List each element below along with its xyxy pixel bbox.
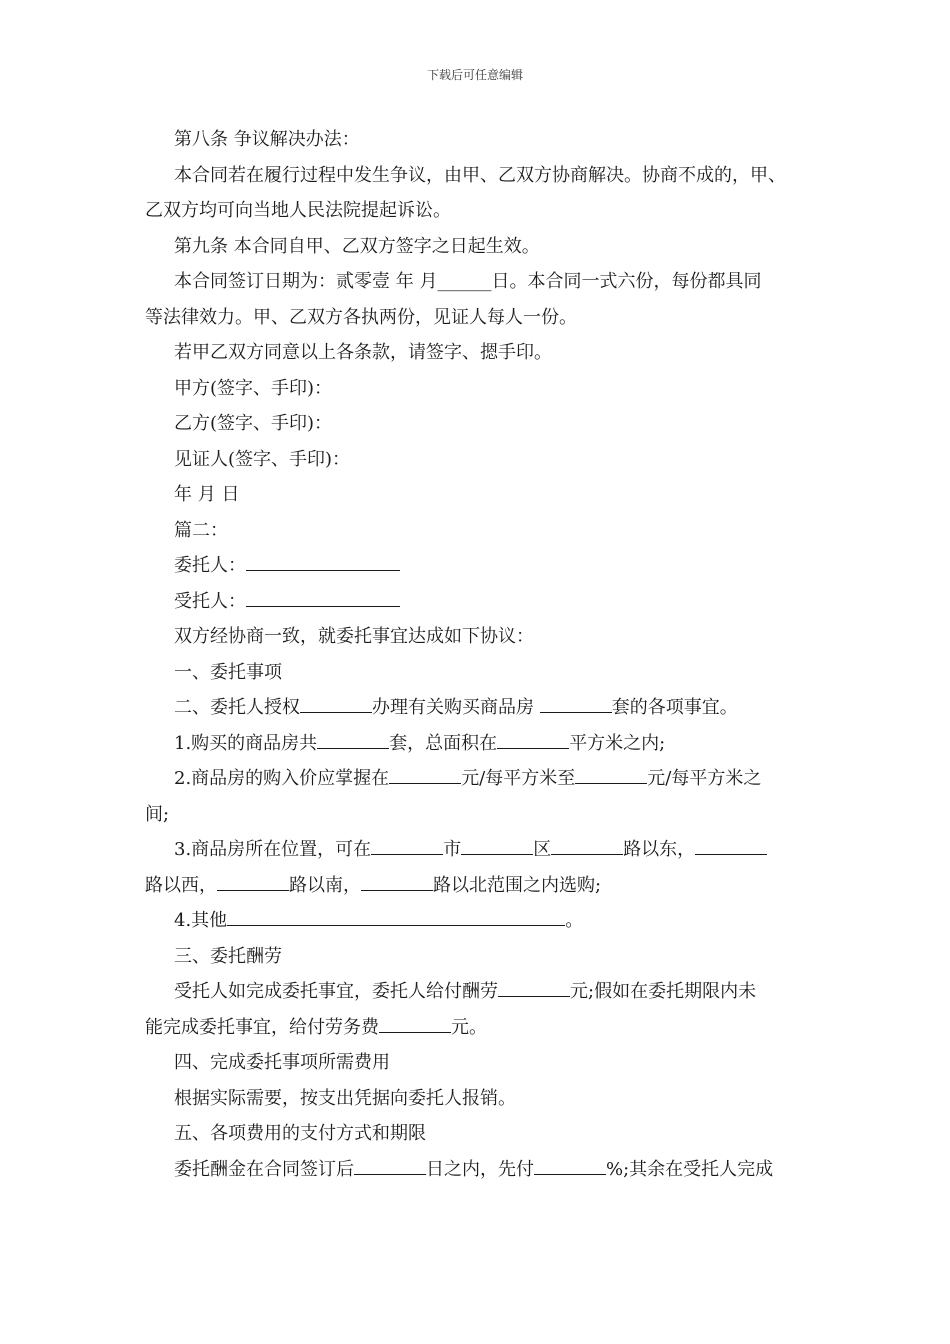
fill-blank: [300, 696, 372, 713]
text-segment: 套，总面积在: [389, 732, 498, 754]
text-segment: 委托酬金在合同签订后: [174, 1158, 354, 1180]
clause-line: [145, 832, 815, 868]
clause-line: [145, 761, 815, 797]
text-segment: 元;假如在委托期限内未: [570, 981, 757, 1002]
text-segment: 区: [533, 839, 552, 860]
fill-blank: [551, 838, 623, 855]
clause-heading: 一、委托事项: [174, 661, 282, 683]
text-segment: 元/每平方米之: [647, 768, 762, 789]
agent-label: 受托人：: [174, 590, 246, 612]
principal-blank: [246, 554, 400, 571]
fill-blank: [695, 838, 767, 855]
fill-blank: [317, 732, 389, 749]
fill-blank: [361, 874, 433, 891]
clause-heading: 五、各项费用的支付方式和期限: [174, 1123, 426, 1144]
text-segment: 受托人如完成委托事宜，委托人给付酬劳: [174, 981, 498, 1002]
paragraph-line: 等法律效力。甲、乙双方各执两份，见证人每人一份。: [145, 306, 577, 328]
paragraph-line: 根据实际需要，按支出凭据向委托人报销。: [174, 1087, 516, 1109]
paragraph-line: 间;: [145, 803, 170, 825]
fill-blank: [354, 1158, 426, 1175]
principal-label: 委托人：: [174, 555, 246, 576]
party-a-signature: 甲方(签字、手印)：: [174, 377, 333, 399]
fill-blank: [461, 838, 533, 855]
text-segment: 平方米之内;: [569, 732, 666, 754]
text-segment: 日之内，先付: [426, 1158, 534, 1180]
text-segment: 办理有关购买商品房: [372, 697, 534, 718]
text-segment: 1.购买的商品房共: [174, 732, 318, 754]
principal-line: [145, 548, 815, 584]
page-header-note: 下载后可任意编辑: [426, 68, 523, 82]
text-segment: 路以南，: [289, 874, 361, 896]
text-segment: 能完成委托事宜，给付劳务费: [145, 1016, 379, 1038]
section-title: 篇二：: [174, 519, 228, 541]
party-b-signature: 乙方(签字、手印)：: [174, 413, 333, 434]
paragraph-line: 本合同若在履行过程中发生争议，由甲、乙双方协商解决。协商不成的，甲、: [174, 164, 786, 186]
fill-blank: [371, 838, 443, 855]
paragraph-line: 乙双方均可向当地人民法院提起诉讼。: [145, 200, 451, 221]
agent-line: [145, 584, 815, 620]
clause-line: [145, 903, 815, 939]
text-segment: 市: [443, 839, 462, 860]
fill-blank: [379, 1016, 451, 1033]
agent-blank: [246, 590, 400, 607]
text-segment: 2.商品房的购入价应掌握在: [174, 768, 390, 789]
fill-blank: [575, 767, 647, 784]
text-segment: 。: [565, 910, 584, 931]
text-segment: 元/每平方米至: [461, 768, 576, 789]
paragraph-line: 双方经协商一致，就委托事宜达成如下协议：: [174, 626, 534, 647]
text-segment: 路以东，: [623, 839, 696, 860]
clause-line: [145, 690, 815, 726]
fill-blank: [217, 874, 289, 891]
paragraph-line: 本合同签订日期为：贰零壹 年 月______日。本合同一式六份，每份都具同: [174, 271, 762, 292]
text-segment: 元。: [451, 1016, 487, 1038]
text-segment: 路以北范围之内选购;: [433, 874, 602, 896]
clause-line: [145, 974, 815, 1010]
witness-signature: 见证人(签字、手印)：: [174, 448, 351, 470]
fill-blank: [540, 696, 612, 713]
fill-blank: [227, 909, 565, 926]
clause-line: [145, 726, 815, 762]
clause-line: [145, 868, 815, 904]
text-segment: 二、委托人授权: [174, 697, 300, 718]
clause-heading: 四、完成委托事项所需费用: [174, 1052, 390, 1073]
clause-heading: 三、委托酬劳: [174, 945, 282, 967]
text-segment: 路以西，: [145, 874, 217, 896]
fill-blank: [497, 732, 569, 749]
paragraph-line: 若甲乙双方同意以上各条款，请签字、摁手印。: [174, 342, 552, 363]
contract-body: [145, 122, 815, 1187]
text-segment: 套的各项事宜。: [611, 697, 738, 718]
text-segment: %;其余在受托人完成: [606, 1158, 774, 1180]
article-8-heading: 第八条 争议解决办法：: [174, 129, 360, 150]
fill-blank: [534, 1158, 606, 1175]
text-segment: 4.其他: [174, 910, 228, 931]
fill-blank: [389, 767, 461, 784]
fill-blank: [498, 980, 570, 997]
clause-line: [145, 1152, 815, 1188]
clause-line: [145, 1010, 815, 1046]
article-9-heading: 第九条 本合同自甲、乙双方签字之日起生效。: [174, 235, 540, 257]
date-line: 年 月 日: [174, 484, 240, 505]
text-segment: 3.商品房所在位置，可在: [174, 839, 372, 860]
